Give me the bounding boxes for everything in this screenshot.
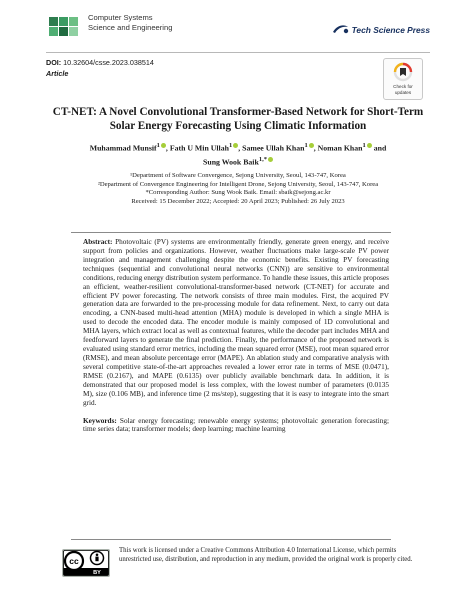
affiliations-block <box>46 172 430 206</box>
author-name: Sung Wook Baik <box>203 157 259 167</box>
refresh-bookmark-icon <box>393 62 413 82</box>
author-separator: , <box>238 143 241 153</box>
header-divider <box>46 52 430 53</box>
paper-title: CT-NET: A Novel Convolutional Transformer-Based Network for Short-Term Solar Energy Forecasting Using Climatic Information <box>52 106 424 132</box>
author-name: Noman Khan <box>317 143 363 153</box>
author-affiliation-mark: 1 <box>228 142 233 149</box>
license-text: This work is licensed under a Creative Commons Attribution 4.0 International License, which permits unrestricted use, distribution, and reproduction in any medium, provided the original work is properly cited. <box>119 547 413 563</box>
cc-by-badge-icon[interactable] <box>62 549 110 577</box>
cc-badge-label: cc <box>69 556 79 567</box>
orcid-icon[interactable] <box>268 157 273 162</box>
check-updates-line1: Check for <box>393 84 413 89</box>
author-name: Fath U Min Ullah <box>169 143 229 153</box>
affiliation-2: ²Department of Convergence Engineering for Intelligent Drone, Sejong University, Seoul, 143-747, Korea <box>97 180 379 188</box>
publisher-logo <box>332 24 430 35</box>
journal-name <box>88 13 172 33</box>
author-affiliation-mark: 1,* <box>258 156 267 164</box>
author-name: Samee Ullah Khan <box>242 143 305 153</box>
doi-line <box>46 58 154 68</box>
doi-link[interactable]: 10.32604/csse.2023.038514 <box>63 58 154 67</box>
abstract-text: Photovoltaic (PV) systems are environmentally friendly, generate green energy, and receive support from policies and organizations. However, weather fluctuations make large-scale PV power integration and management challenging despite the economic benefits. Existing PV forecasting techniques (sequential and convolutional neural networks (CNN)) are sensitive to environmental conditions, reducing energy distribution system performance. To handle these issues, this article proposes an efficient, weather-resilient convolutional-transformer-based network (CT-NET) for accurate and efficient PV power forecasting. The network consists of three main modules. First, the acquired PV generation data are forwarded to the pre-processing module for data refinement. Next, to carry out data encoding, a CNN-based multi-head attention (MHA) module is developed in which a single MHA is used to decode the encoded data. The encoder module is mainly composed of 1D convolutional and MHA layers, which extract local as well as contextual features, while the decoder part includes MHA and feedforward layers to generate the final prediction. Finally, the performance of the proposed network is evaluated using standard error metrics, including the mean squared error (MSE), root mean squared error (RMSE), and mean absolute percentage error (MAPE). An ablation study and comparative analysis with several competitive state-of-the-art approaches revealed a lower error rate in terms of MSE (0.0471), RMSE (0.2167), and MAPE (0.6135) over publicly available benchmark data. In addition, it is demonstrated that our proposed model is less complex, with the lowest number of parameters (0.0135 M), size (0.106 MB), and inference time (2 ms/step), suggesting that it is easy to integrate into the smart grid. <box>83 238 390 407</box>
author-affiliation-mark: 1 <box>362 142 366 149</box>
doi-label: DOI: <box>46 58 62 67</box>
publication-dates: Received: 15 December 2022; Accepted: 20 April 2023; Published: 26 July 2023 <box>131 197 345 205</box>
article-type: Article <box>46 69 69 78</box>
author-separator: , <box>313 143 316 153</box>
keywords-label: Keywords: <box>83 416 117 425</box>
author-affiliation-mark: 1 <box>156 142 160 149</box>
author-conjunction: and <box>373 143 387 153</box>
author-affiliation-mark: 1 <box>304 142 308 149</box>
check-updates-line2: updates <box>394 89 412 95</box>
author-list <box>46 140 430 168</box>
journal-logo-icon <box>46 13 82 43</box>
journal-header <box>46 10 430 50</box>
check-for-updates-badge[interactable] <box>383 58 423 100</box>
author-line-1 <box>46 140 430 154</box>
swoosh-icon <box>332 24 349 35</box>
author-line-2 <box>46 154 430 168</box>
publisher-name: Tech Science Press <box>351 24 430 35</box>
corresponding-author: *Corresponding Author: Sung Wook Baik. Email: sbaik@sejong.ac.kr <box>145 189 331 197</box>
keywords-paragraph <box>83 417 389 435</box>
author-separator: , <box>165 143 168 153</box>
keywords-text: Solar energy forecasting; renewable energy systems; photovoltaic generation forecasting; time series data; transformer models; deep learning; machine learning <box>83 416 389 434</box>
abstract-label: Abstract: <box>83 238 113 246</box>
affiliation-1: ¹Department of Software Convergence, Sejong University, Seoul, 143-747, Korea <box>130 172 346 179</box>
author-name: Muhammad Munsif <box>89 143 157 153</box>
journal-name-line1: Computer Systems <box>88 13 153 22</box>
abstract-section <box>71 232 391 540</box>
by-badge-label: BY <box>93 570 101 577</box>
check-updates-label <box>393 84 413 95</box>
journal-name-line2: Science and Engineering <box>88 23 173 32</box>
orcid-icon[interactable] <box>367 143 372 148</box>
license-footer <box>62 547 414 583</box>
abstract-paragraph <box>83 238 389 408</box>
